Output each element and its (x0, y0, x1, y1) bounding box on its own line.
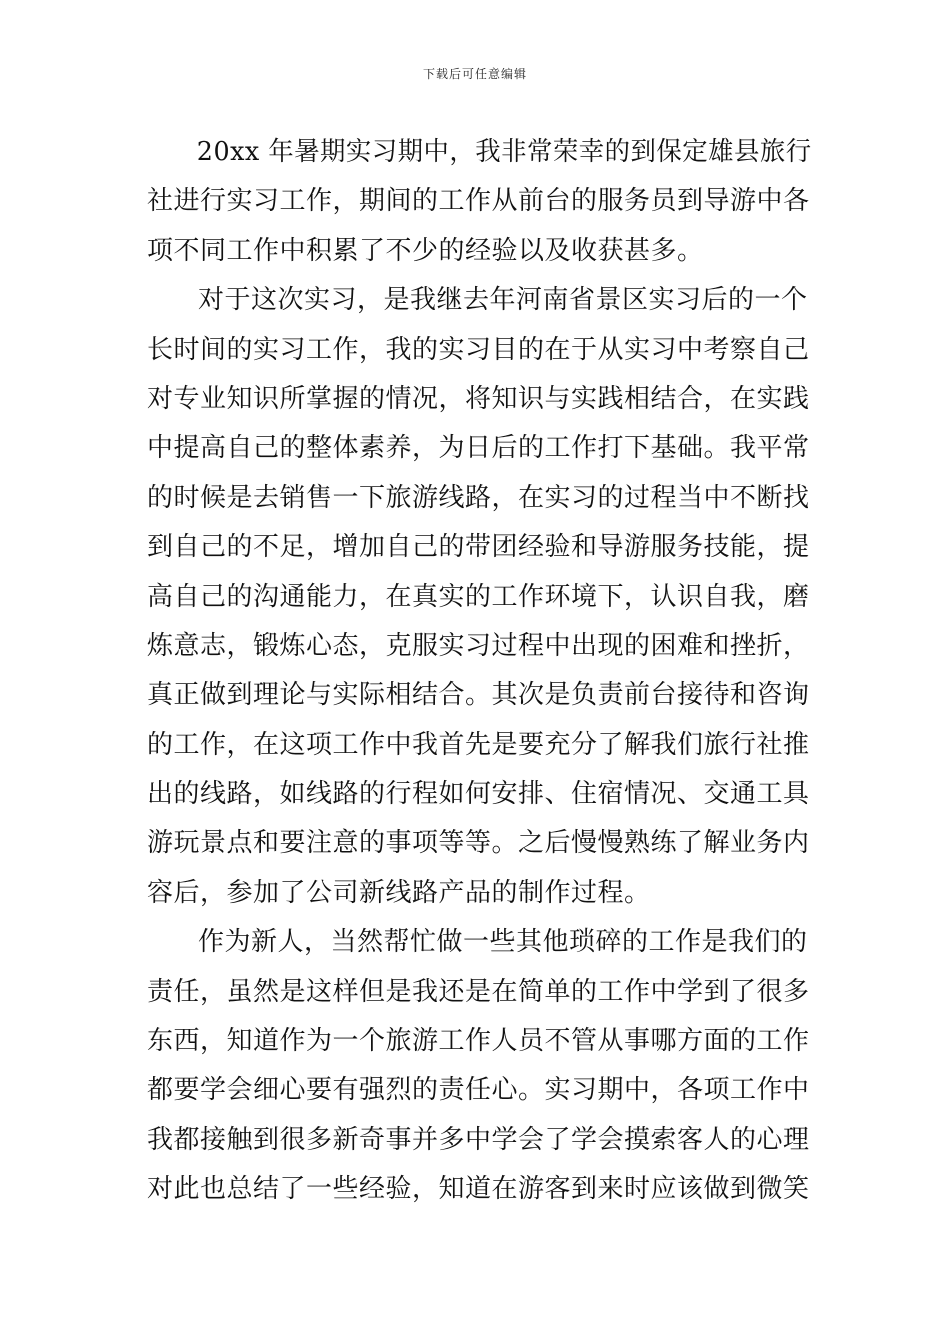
text-line: 炼意志，锻炼心态，克服实习过程中出现的困难和挫折， (147, 630, 810, 661)
text-line: 的时候是去销售一下旅游线路，在实习的过程当中不断找 (147, 482, 810, 513)
text-line: 的工作，在这项工作中我首先是要充分了解我们旅行社推 (147, 729, 810, 760)
text-line: 责任，虽然是这样但是我还是在简单的工作中学到了很多 (147, 976, 810, 1007)
text-line: 项不同工作中积累了不少的经验以及收获甚多。 (147, 235, 704, 266)
text-line: 东西，知道作为一个旅游工作人员不管从事哪方面的工作 (147, 1026, 810, 1057)
text-line: 对此也总结了一些经验，知道在游客到来时应该做到微笑 (147, 1174, 810, 1205)
text-line: 中提高自己的整体素养，为日后的工作打下基础。我平常 (147, 433, 810, 464)
text-line: 出的线路，如线路的行程如何安排、住宿情况、交通工具 (147, 779, 810, 810)
text-line: 社进行实习工作，期间的工作从前台的服务员到导游中各 (147, 186, 810, 217)
text-line: 对专业知识所掌握的情况，将知识与实践相结合，在实践 (147, 383, 810, 414)
text-line: 长时间的实习工作，我的实习目的在于从实习中考察自己 (147, 334, 810, 365)
paragraph-first-line: 作为新人，当然帮忙做一些其他琐碎的工作是我们的 (198, 927, 808, 958)
paragraph-first-line: 20xx 年暑期实习期中，我非常荣幸的到保定雄县旅行 (196, 137, 812, 167)
page-header: 下载后可任意编辑 (422, 67, 527, 81)
text-line: 高自己的沟通能力，在真实的工作环境下，认识自我，磨 (147, 581, 810, 612)
text-line: 到自己的不足，增加自己的带团经验和导游服务技能，提 (147, 532, 810, 563)
paragraph-first-line: 对于这次实习，是我继去年河南省景区实习后的一个 (198, 285, 808, 316)
text-line: 真正做到理论与实际相结合。其次是负责前台接待和咨询 (147, 680, 810, 711)
text-line: 都要学会细心要有强烈的责任心。实习期中，各项工作中 (147, 1075, 810, 1106)
text-line: 容后，参加了公司新线路产品的制作过程。 (147, 877, 651, 908)
text-line: 我都接触到很多新奇事并多中学会了学会摸索客人的心理 (147, 1124, 810, 1155)
text-line: 游玩景点和要注意的事项等等。之后慢慢熟练了解业务内 (147, 828, 810, 859)
document-body (147, 128, 812, 1215)
